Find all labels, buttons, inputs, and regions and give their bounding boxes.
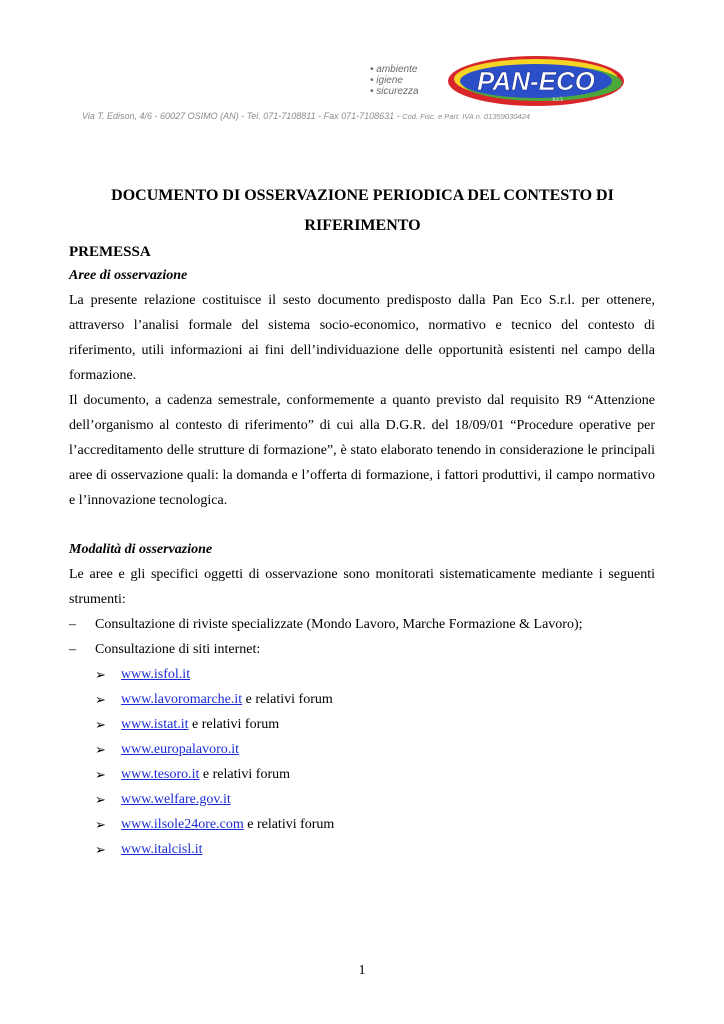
arrow-bullet-icon: ➢ [95,692,106,707]
modalita-intro: Le aree e gli specifici oggetti di osservazione sono monitorati sistematicamente mediante i seguenti strumenti: [69,567,655,607]
link-item-welfare [69,787,655,812]
link-suffix: e relativi forum [242,692,333,707]
dash-bullet: – [69,642,76,657]
title-line-1: DOCUMENTO DI OSSERVAZIONE PERIODICA DEL CONTESTO DI [111,187,614,204]
pan-eco-logo [446,54,626,108]
link-suffix: e relativi forum [188,717,280,732]
link-item-istat [69,712,655,737]
link-item-isfol [69,662,655,687]
link-suffix: e relativi forum [199,767,290,782]
arrow-bullet-icon: ➢ [95,742,106,757]
arrow-bullet-icon: ➢ [95,767,106,782]
address-line: Via T. Edison, 4/6 - 60027 OSIMO (AN) - Tel. 071-7108811 - Fax 071-7108631 - [82,111,400,121]
company-address [82,111,642,121]
aree-heading: Aree di osservazione [69,268,188,283]
link-europalavoro[interactable]: www.europalavoro.it [121,742,240,757]
link-item-lavoromarche [69,687,655,712]
link-item-ilsole24ore [69,812,655,837]
title-line-2: RIFERIMENTO [304,217,421,234]
link-suffix: e relativi forum [243,817,335,832]
logo-text: PAN-ECO [477,66,595,96]
tagline-sicurezza: • sicurezza [370,86,419,97]
link-welfare[interactable]: www.welfare.gov.it [121,792,231,807]
link-item-europalavoro [69,737,655,762]
tagline-igiene: • igiene [370,75,403,86]
list-item-text: Consultazione di siti internet: [95,642,261,657]
list-item [69,637,655,662]
address-fiscal-code: Cod. Fisc. e Part. IVA n. 01359030424 [402,112,530,121]
arrow-bullet-icon: ➢ [95,817,106,832]
arrow-bullet-icon: ➢ [95,667,106,682]
arrow-bullet-icon: ➢ [95,842,106,857]
link-italcisl[interactable]: www.italcisl.it [121,842,203,857]
aree-paragraph-2: Il documento, a cadenza semestrale, conformemente a quanto previsto dal requisito R9 “Attenzione dell’organismo al contesto di riferimento” di cui alla D.G.R. del 18/09/01 “Procedure operative per l’accreditamento delle strutture di formazione”, è stato elaborato tenendo in considerazione le principali aree di osservazione quali: la domanda e l’offerta di formazione, i fattori produttivi, il campo normativo e l’innovazione tecnologica. [69,393,655,508]
header-tagline [370,64,450,97]
list-item [69,612,655,637]
document-title [70,181,655,241]
tagline-ambiente: • ambiente [370,64,418,75]
dash-bullet: – [69,617,76,632]
logo-suffix: s.r.l. [552,97,564,103]
document-body [69,240,655,862]
arrow-bullet-icon: ➢ [95,792,106,807]
link-tesoro[interactable]: www.tesoro.it [121,767,200,782]
list-item-text: Consultazione di riviste specializzate (Mondo Lavoro, Marche Formazione & Lavoro); [95,617,583,632]
link-item-italcisl [69,837,655,862]
link-item-tesoro [69,762,655,787]
link-isfol[interactable]: www.isfol.it [121,667,191,682]
aree-paragraph-1: La presente relazione costituisce il sesto documento predisposto dalla Pan Eco S.r.l. per ottenere, attraverso l’analisi formale del sistema socio-economico, normativo e tecnico del contesto di riferimento, utili informazioni ai fini dell’individuazione delle opportunità esistenti nel campo della formazione. [69,293,655,383]
arrow-bullet-icon: ➢ [95,717,106,732]
premessa-heading: PREMESSA [69,244,151,260]
page-number: 1 [358,963,366,978]
link-lavoromarche[interactable]: www.lavoromarche.it [121,692,243,707]
modalita-heading: Modalità di osservazione [69,542,213,557]
link-ilsole24ore[interactable]: www.ilsole24ore.com [121,817,244,832]
link-istat[interactable]: www.istat.it [121,717,189,732]
